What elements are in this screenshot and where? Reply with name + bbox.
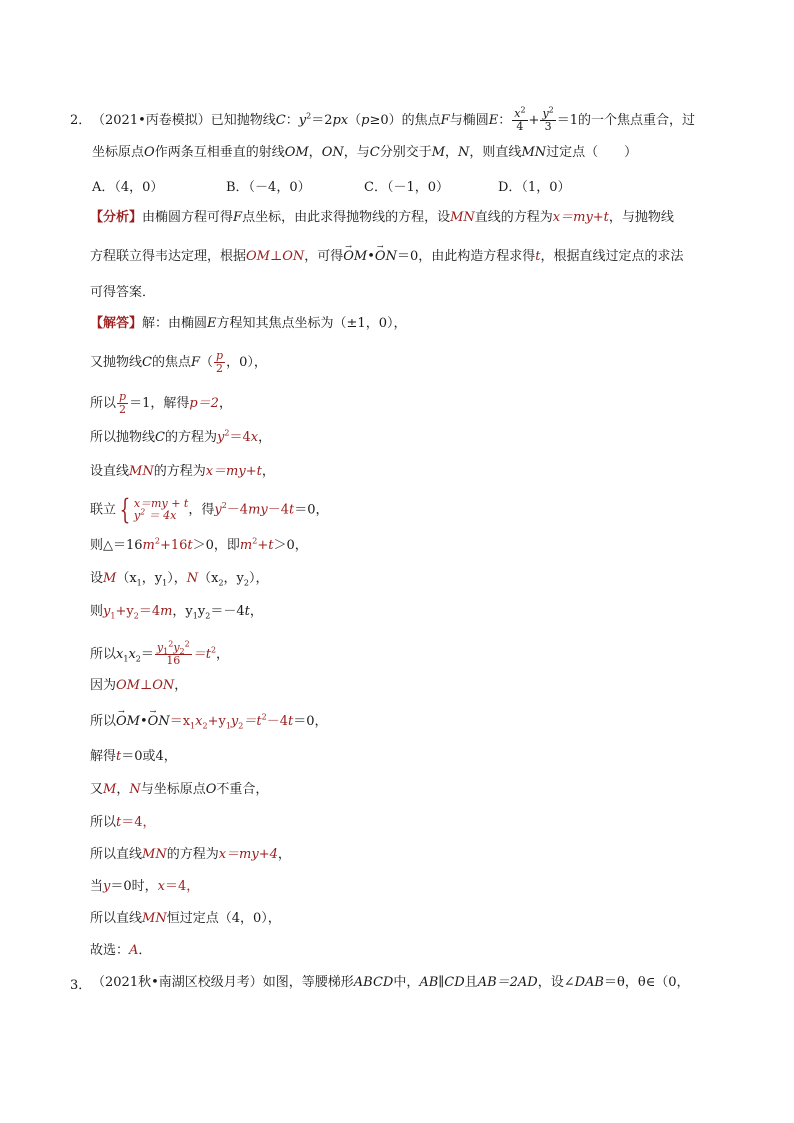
solution-line-1: 【解答】解：由椭圆E方程知其焦点坐标为（±1，0），	[90, 316, 407, 331]
solution-line-2: 又抛物线C的焦点F（ $\frac{p}{2}$ ，0），	[90, 349, 267, 375]
analysis-line-2: 方程联立得韦达定理，根据OM⊥ON，可得→ OM•→ ON＝0，由此构造方程求得t，根据直线过定点的求法	[90, 247, 683, 267]
question-3-line-1: （2021秋•南湖区校级月考）如图，等腰梯形ABCD中，AB∥CD且AB＝2AD，设∠DAB＝θ，θ∈（0，	[92, 975, 690, 990]
ellipse-fraction-x: $\frac{x^2}{4}$	[514, 105, 526, 133]
option-a[interactable]: A．（4，0）	[92, 180, 164, 195]
solution-line-11: 因为OM⊥ON，	[90, 678, 188, 693]
solution-line-5: 设直线MN的方程为x＝my+t，	[90, 464, 275, 479]
analysis-line-1: 【分析】由椭圆方程可得F点坐标，由此求得抛物线的方程，设MN直线的方程为x＝my+t，与抛物线	[90, 210, 674, 225]
analysis-header: 【分析】	[90, 210, 143, 225]
solution-line-12: 所以→ OM•→ $ON=x_1x_2+y_1y_2=t^2-4t=0$，	[90, 712, 328, 732]
solution-header: 【解答】	[90, 316, 143, 331]
analysis-line-3: 可得答案．	[90, 285, 156, 300]
ellipse-fraction-y: $\frac{y^2}{3}$	[542, 105, 554, 133]
solution-line-17: 当y＝0时，x＝4，	[90, 879, 200, 894]
solution-line-15: 所以t＝4，	[90, 815, 156, 830]
solution-line-18: 所以直线MN恒过定点（4，0），	[90, 911, 281, 926]
question-2-line-2: 坐标原点O作两条互相垂直的射线OM，ON，与C分别交于M，N，则直线MN过定点（ ）	[92, 145, 638, 160]
solution-line-8: 设$M(x_1$，$y_1$），$N(x_2$，$y_2$），	[90, 571, 269, 588]
solution-line-3: 所以 $\frac{p}{2}$ ＝1，解得p＝2，	[90, 390, 232, 416]
option-c[interactable]: C．（－1，0）	[364, 180, 449, 195]
solution-line-7: 则$\triangle=16m^2+16t>0$，即$m^2+t>0$，	[90, 536, 308, 553]
solution-line-19: 故选：A．	[90, 943, 152, 958]
focus-fraction: $\frac{p}{2}$	[216, 349, 224, 375]
question-2-number: 2．	[70, 113, 92, 128]
product-fraction: $\frac{y_1^2y_2^2}{16}$	[156, 639, 190, 667]
solution-line-13: 解得t＝0或4，	[90, 749, 177, 764]
equation-system: x＝my + t $y^2 = 4x$	[133, 497, 189, 522]
solution-line-14: 又M，N与坐标原点O不重合，	[90, 782, 269, 797]
option-b[interactable]: B．（－4，0）	[226, 180, 311, 195]
solution-line-4: 所以抛物线C的方程为$y^2=4x$，	[90, 428, 272, 445]
option-d[interactable]: D．（1，0）	[498, 180, 571, 195]
solution-line-10: 所以$x_1x_2=$ $\frac{y_1^2y_2^2}{16}$ $=t^2$，	[90, 639, 230, 667]
question-2-line-1: （2021•丙卷模拟）已知抛物线C：$y^2=2px(p\ge 0)$的焦点F与椭圆E： $\frac{x^2}{4}$ + $\frac{y^2}{3}$ ＝1的一个焦点重合，过	[92, 105, 696, 133]
solution-line-9: 则$y_1+y_2=4m$，$y_1y_2=-4t$，	[90, 604, 263, 621]
p-half-fraction: $\frac{p}{2}$	[119, 390, 127, 416]
system-brace: {	[119, 493, 131, 526]
question-3-number: 3．	[70, 978, 92, 993]
solution-line-6: 联立 { x＝my + t $y^2 = 4x$ ，得$y^2-4my-4t=0$，	[90, 493, 329, 526]
solution-line-16: 所以直线MN的方程为x＝my+4，	[90, 847, 291, 862]
